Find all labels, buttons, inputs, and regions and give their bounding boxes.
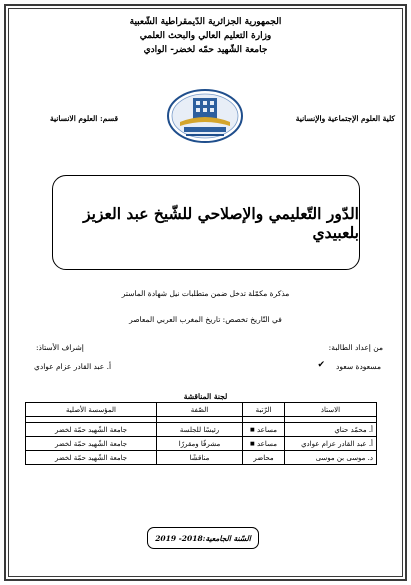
cell-role: مشرفًا ومقررًا [157,437,243,451]
header-rank: الرّتبة [243,403,285,417]
cell-institution: جامعة الشّهيد حمّة لخضر [26,423,157,437]
supervisor-name: أ. عبد القادر عزام عوادي [34,362,112,371]
cell-name: أ. محمّد حناي [285,423,377,437]
specialization: في التّاريخ تخصص: تاريخ المغرب العربي المعاصر [129,315,282,324]
cell-rank-text: مساعد [256,425,277,434]
bullet-icon: ■ [250,426,255,433]
cell-rank [243,423,285,437]
student-name: مسعودة سعود [336,362,381,371]
header-block [0,15,411,57]
committee-title: لجنة المناقشة [183,392,228,401]
faculty-name: كلية العلوم الإجتماعية والإنسانية [295,114,395,123]
cell-rank [243,437,285,451]
table-header-row [26,403,377,417]
header-institution: المؤسسة الأصلية [26,403,157,417]
header-professor: الاستاذ [285,403,377,417]
thesis-title-box [52,175,360,270]
university-logo [166,88,244,146]
thesis-title: الدّور التّعليمي والإصلاحي للشّيخ عبد العزيز بلعبيدي [83,203,359,242]
cell-institution: جامعة الشّهيد حمّة لخضر [26,451,157,465]
cell-role: رئيسًا للجلسة [157,423,243,437]
academic-year-box [147,527,259,549]
cell-rank-text: مساعد [256,439,277,448]
prepared-by-label: من إعداد الطالبة: [328,343,383,352]
cell-rank: محاضر [243,451,285,465]
cell-institution: جامعة الشّهيد حمّة لخضر [26,437,157,451]
checkmark-icon: ✔ [317,360,325,370]
republic-line: الجمهورية الجزائرية الدّيمقراطية الشّعبية [129,17,282,27]
cell-name: أ. عبد القادر عزام عوادي [285,437,377,451]
table-row [26,437,377,451]
table-row [26,423,377,437]
cell-role: مناقشًا [157,451,243,465]
supervisor-label: إشراف الأستاذ: [36,343,84,352]
department-name: قسم: العلوم الانسانية [50,114,119,123]
academic-year: السّنة الجامعية:2018- 2019 [155,533,251,543]
committee-table [25,402,377,465]
university-line: جامعة الشّهيد حمّه لخضر- الوادي [143,45,268,55]
table-row [26,451,377,465]
memo-description: مذكرة مكمّلة تدخل ضمن متطلبات نيل شهادة الماستر [121,289,290,298]
header-role: الصّفة [157,403,243,417]
bullet-icon: ■ [250,440,255,447]
ministry-line: وزارة التعليم العالي والبحث العلمي [139,31,272,41]
cell-name: د. موسى بن موسى [285,451,377,465]
